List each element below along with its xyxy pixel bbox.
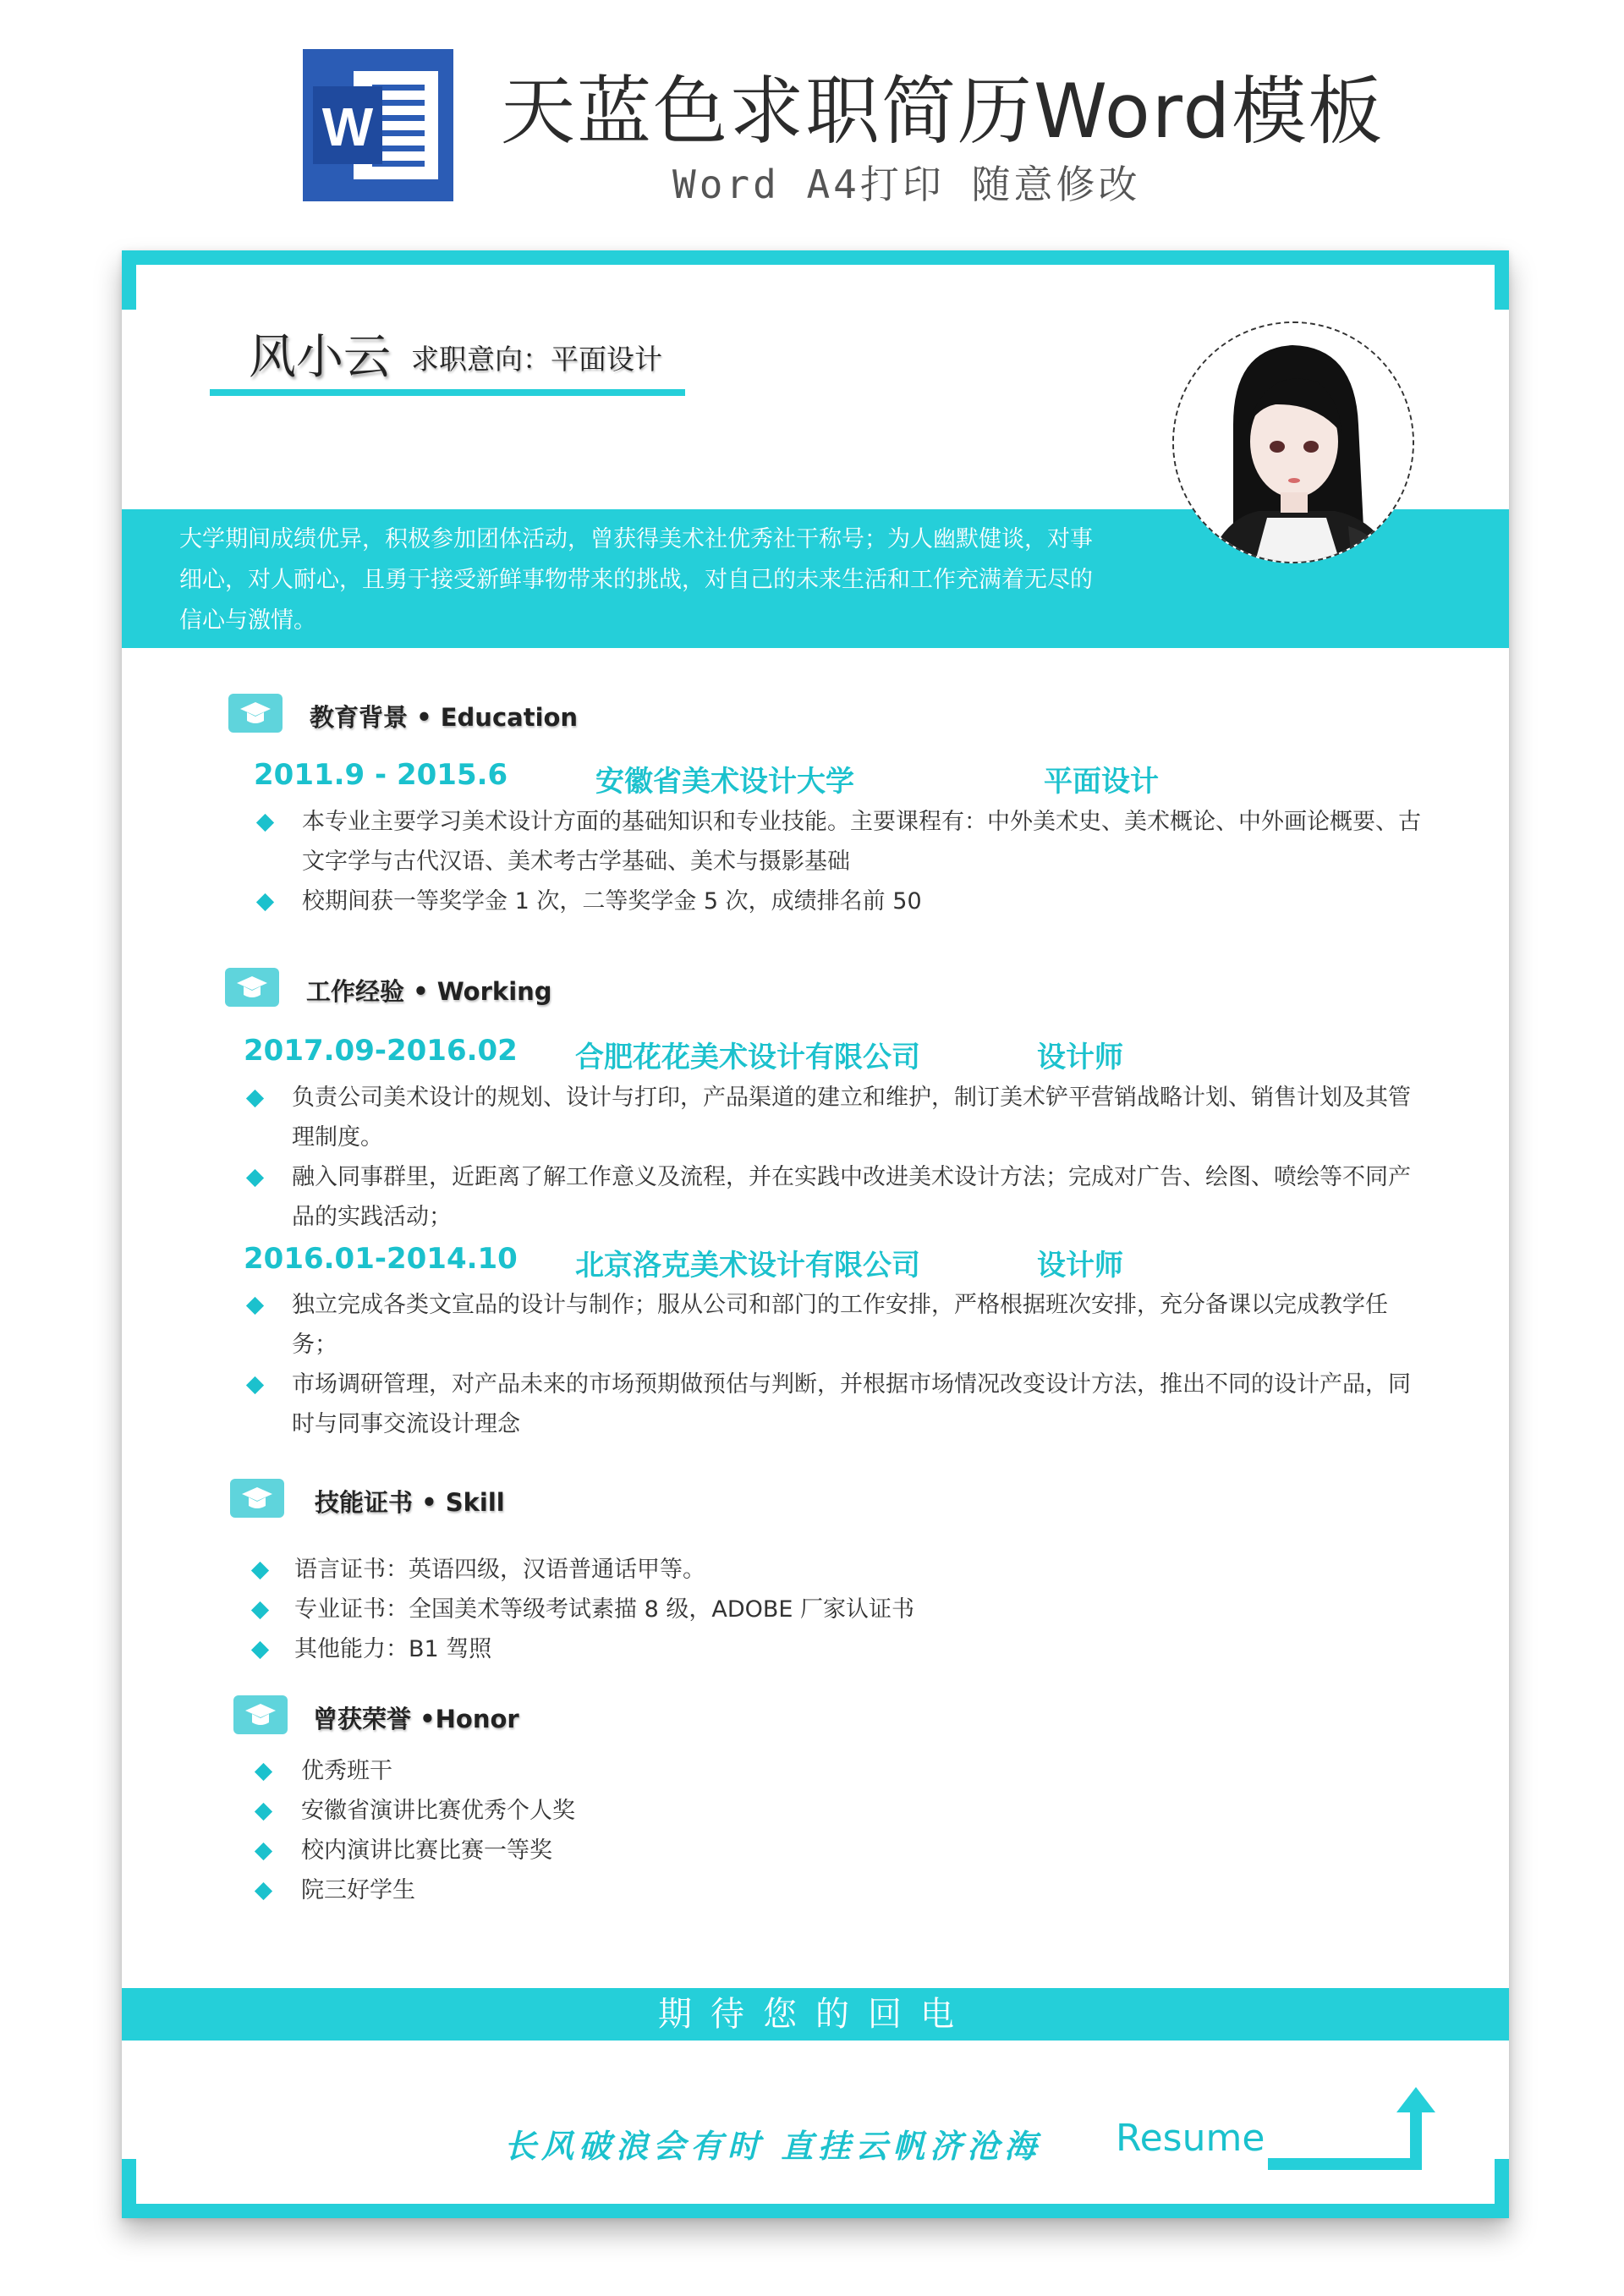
education-period: 2011.9 - 2015.6 [254,758,508,792]
honor-bullet-3: 校内演讲比赛比赛一等奖 [301,1837,552,1864]
job-intent: 求职意向：平面设计 [411,343,662,376]
honor-bullet-4: 院三好学生 [301,1877,415,1903]
diamond-bullet-icon [246,1376,264,1394]
resume-word: Resume [1116,2117,1265,2160]
footer-band: 期待您的回电 [122,1988,1509,2041]
skill-bullet-1: 语言证书：英语四级，汉语普通话甲等。 [294,1557,705,1583]
diamond-bullet-icon [246,1297,264,1315]
candidate-name: 风小云 [249,330,391,385]
diamond-bullet-icon [256,814,274,832]
frame-corner-top-right [1495,250,1509,310]
honor-title: 曾获荣誉 •Honor [313,1705,519,1733]
job-2-bullet-1: 独立完成各类文宣品的设计与制作；服从公司和部门的工作安排，严格根据班次安排，充分备课以完成教学任务； [292,1292,1388,1358]
honor-bullet-1: 优秀班干 [301,1758,392,1784]
job-2-period: 2016.01-2014.10 [244,1242,518,1276]
education-bullet-2: 校期间获一等奖学金 1 次，二等奖学金 5 次，成绩排名前 50 [302,888,922,915]
diamond-bullet-icon [251,1641,269,1659]
intro-text: 大学期间成绩优异，积极参加团体活动，曾获得美术社优秀社干称号；为人幽默健谈，对事细心，对人耐心，且勇于接受新鲜事物带来的挑战，对自己的未来生活和工作充满着无尽的信心与激情。 [179,526,1093,634]
job-2-company: 北京洛克美术设计有限公司 [575,1249,920,1283]
page-title: 天蓝色求职简历Word模板 [501,68,1385,155]
diamond-bullet-icon [255,1803,272,1821]
education-cap-icon [228,694,283,733]
job-1-bullet-1: 负责公司美术设计的规划、设计与打印，产品渠道的建立和维护，制订美术铲平营销战略计划、销售计划及其管理制度。 [292,1085,1411,1151]
corner-arrow-up-icon [1268,2082,1437,2175]
skill-bullet-3: 其他能力：B1 驾照 [294,1636,492,1662]
frame-corner-top-left [122,250,136,310]
diamond-bullet-icon [256,893,274,911]
diamond-bullet-icon [255,1843,272,1860]
word-logo-letter: W [321,96,374,157]
name-underline [210,389,685,396]
honor-cap-icon [233,1695,288,1734]
skill-cap-icon [230,1479,284,1518]
page-subtitle: Word A4打印 随意修改 [672,162,1141,207]
slogan: 长风破浪会有时 直挂云帆济沧海 [504,2127,1042,2165]
diamond-bullet-icon [251,1601,269,1619]
diamond-bullet-icon [255,1763,272,1781]
avatar [1172,321,1414,563]
work-title: 工作经验 • Working [306,977,552,1006]
job-2-role: 设计师 [1037,1249,1123,1283]
diamond-bullet-icon [246,1090,264,1107]
job-1-period: 2017.09-2016.02 [244,1034,518,1068]
education-school: 安徽省美术设计大学 [595,765,854,799]
frame-corner-bottom-left [122,2159,136,2218]
job-1-role: 设计师 [1037,1041,1123,1074]
job-1-bullet-2: 融入同事群里，近距离了解工作意义及流程，并在实践中改进美术设计方法；完成对广告、绘图、喷绘等不同产品的实践活动； [292,1164,1411,1230]
frame-bottom-bar [122,2204,1509,2218]
frame-top-bar [122,250,1509,265]
word-logo-icon [303,49,453,201]
job-2-bullet-2: 市场调研管理，对产品未来的市场预期做预估与判断，并根据市场情况改变设计方法，推出不同的设计产品，同时与同事交流设计理念 [292,1371,1411,1437]
skill-title: 技能证书 • Skill [315,1488,505,1517]
work-cap-icon [225,968,279,1007]
honor-bullet-2: 安徽省演讲比赛优秀个人奖 [301,1798,575,1824]
diamond-bullet-icon [246,1169,264,1187]
education-major: 平面设计 [1044,765,1159,799]
frame-corner-bottom-right [1495,2159,1509,2218]
diamond-bullet-icon [255,1882,272,1900]
education-bullet-1: 本专业主要学习美术设计方面的基础知识和专业技能。主要课程有：中外美术史、美术概论、中外画论概要、古文字学与古代汉语、美术考古学基础、美术与摄影基础 [302,809,1421,875]
diamond-bullet-icon [251,1562,269,1579]
job-1-company: 合肥花花美术设计有限公司 [575,1041,920,1074]
skill-bullet-2: 专业证书：全国美术等级考试素描 8 级，ADOBE 厂家认证书 [294,1596,915,1623]
resume-card [122,250,1509,2218]
education-title: 教育背景 • Education [310,703,579,732]
